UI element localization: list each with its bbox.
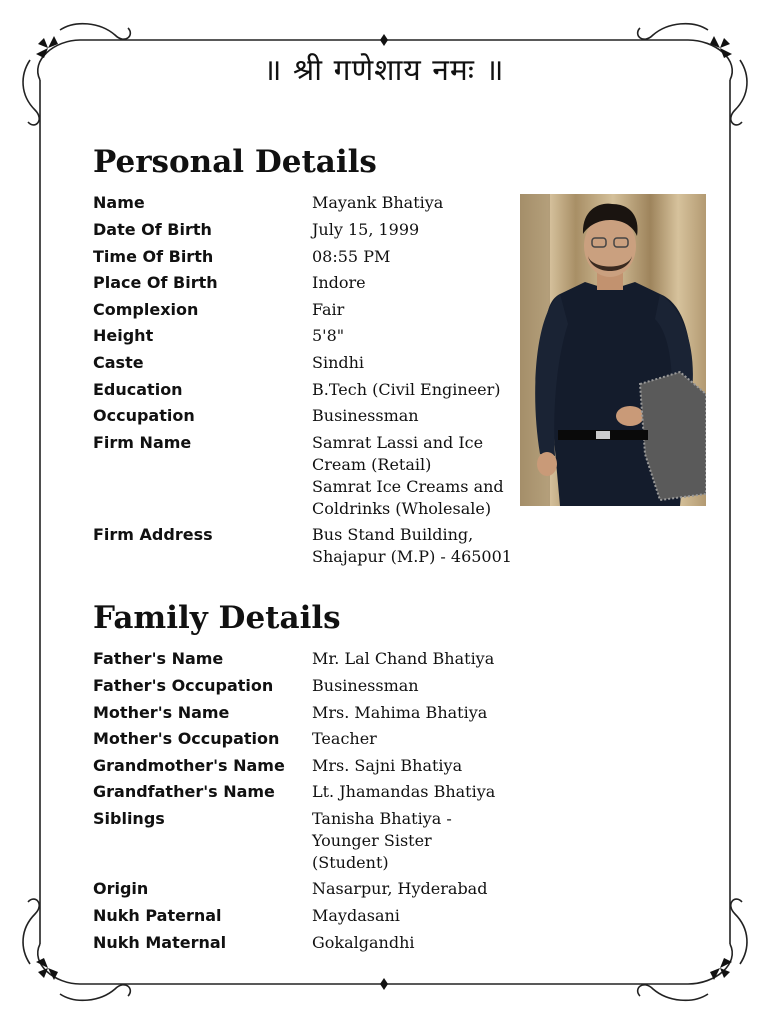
detail-value [312,728,522,750]
detail-value [312,781,522,803]
ganesh-invocation: ॥ श्री गणेशाय नमः ॥ [263,53,505,88]
detail-label: Name [93,193,145,212]
detail-value-line: Coldrinks (Wholesale) [312,499,492,518]
detail-value [312,299,522,321]
detail-value-line: Cream (Retail) [312,455,432,474]
detail-value [312,648,522,670]
detail-label: Time Of Birth [93,247,214,266]
detail-value-line: Maydasani [312,906,400,925]
detail-label: Height [93,326,154,345]
detail-value-line: Younger Sister [312,831,432,850]
detail-label: Mother's Occupation [93,729,280,748]
detail-value [312,524,522,568]
detail-value-line: Tanisha Bhatiya - [312,809,452,828]
detail-label: Nukh Paternal [93,906,222,925]
detail-value-line: Samrat Ice Creams and [312,477,504,496]
detail-value [312,246,522,268]
profile-photo [520,194,706,506]
detail-value [312,219,522,241]
detail-value [312,352,522,374]
detail-value-line: Indore [312,273,366,292]
detail-value-line: B.Tech (Civil Engineer) [312,380,501,399]
detail-label: Origin [93,879,149,898]
detail-value-line: July 15, 1999 [312,220,420,239]
detail-value-line: Mr. Lal Chand Bhatiya [312,649,495,668]
detail-value [312,932,522,954]
detail-value [312,878,522,900]
detail-value-line: Businessman [312,676,419,695]
detail-value [312,905,522,927]
detail-value-line: Mrs. Sajni Bhatiya [312,756,463,775]
detail-value-line: (Student) [312,853,389,872]
detail-value [312,675,522,697]
detail-label: Firm Address [93,525,213,544]
detail-value [312,432,522,520]
personal-details-title: Personal Details [93,144,377,180]
detail-label: Firm Name [93,433,192,452]
detail-value-line: Samrat Lassi and Ice [312,433,484,452]
detail-label: Nukh Maternal [93,933,227,952]
detail-value-line: 5'8" [312,326,345,345]
detail-label: Education [93,380,183,399]
detail-value [312,325,522,347]
detail-value [312,272,522,294]
detail-value-line: Sindhi [312,353,365,372]
family-details-title: Family Details [93,600,341,636]
detail-value [312,379,522,401]
detail-value [312,702,522,724]
detail-label: Place Of Birth [93,273,218,292]
detail-value-line: Lt. Jhamandas Bhatiya [312,782,496,801]
detail-value-line: Bus Stand Building, [312,525,474,544]
detail-label: Complexion [93,300,199,319]
detail-label: Date Of Birth [93,220,212,239]
detail-label: Father's Name [93,649,224,668]
detail-value-line: Mayank Bhatiya [312,193,444,212]
detail-value-line: Gokalgandhi [312,933,415,952]
detail-value-line: Teacher [312,729,377,748]
person-photo-icon [520,194,706,506]
detail-value [312,808,522,874]
detail-label: Mother's Name [93,703,230,722]
detail-value-line: Nasarpur, Hyderabad [312,879,488,898]
detail-value-line: Mrs. Mahima Bhatiya [312,703,488,722]
detail-label: Father's Occupation [93,676,274,695]
detail-label: Siblings [93,809,165,828]
detail-label: Occupation [93,406,195,425]
detail-value-line: Fair [312,300,345,319]
detail-value [312,755,522,777]
detail-value [312,405,522,427]
detail-value-line: Businessman [312,406,419,425]
detail-value-line: 08:55 PM [312,247,391,266]
detail-label: Grandmother's Name [93,756,285,775]
detail-value [312,192,522,214]
detail-label: Grandfather's Name [93,782,275,801]
detail-value-line: Shajapur (M.P) - 465001 [312,547,512,566]
detail-label: Caste [93,353,144,372]
